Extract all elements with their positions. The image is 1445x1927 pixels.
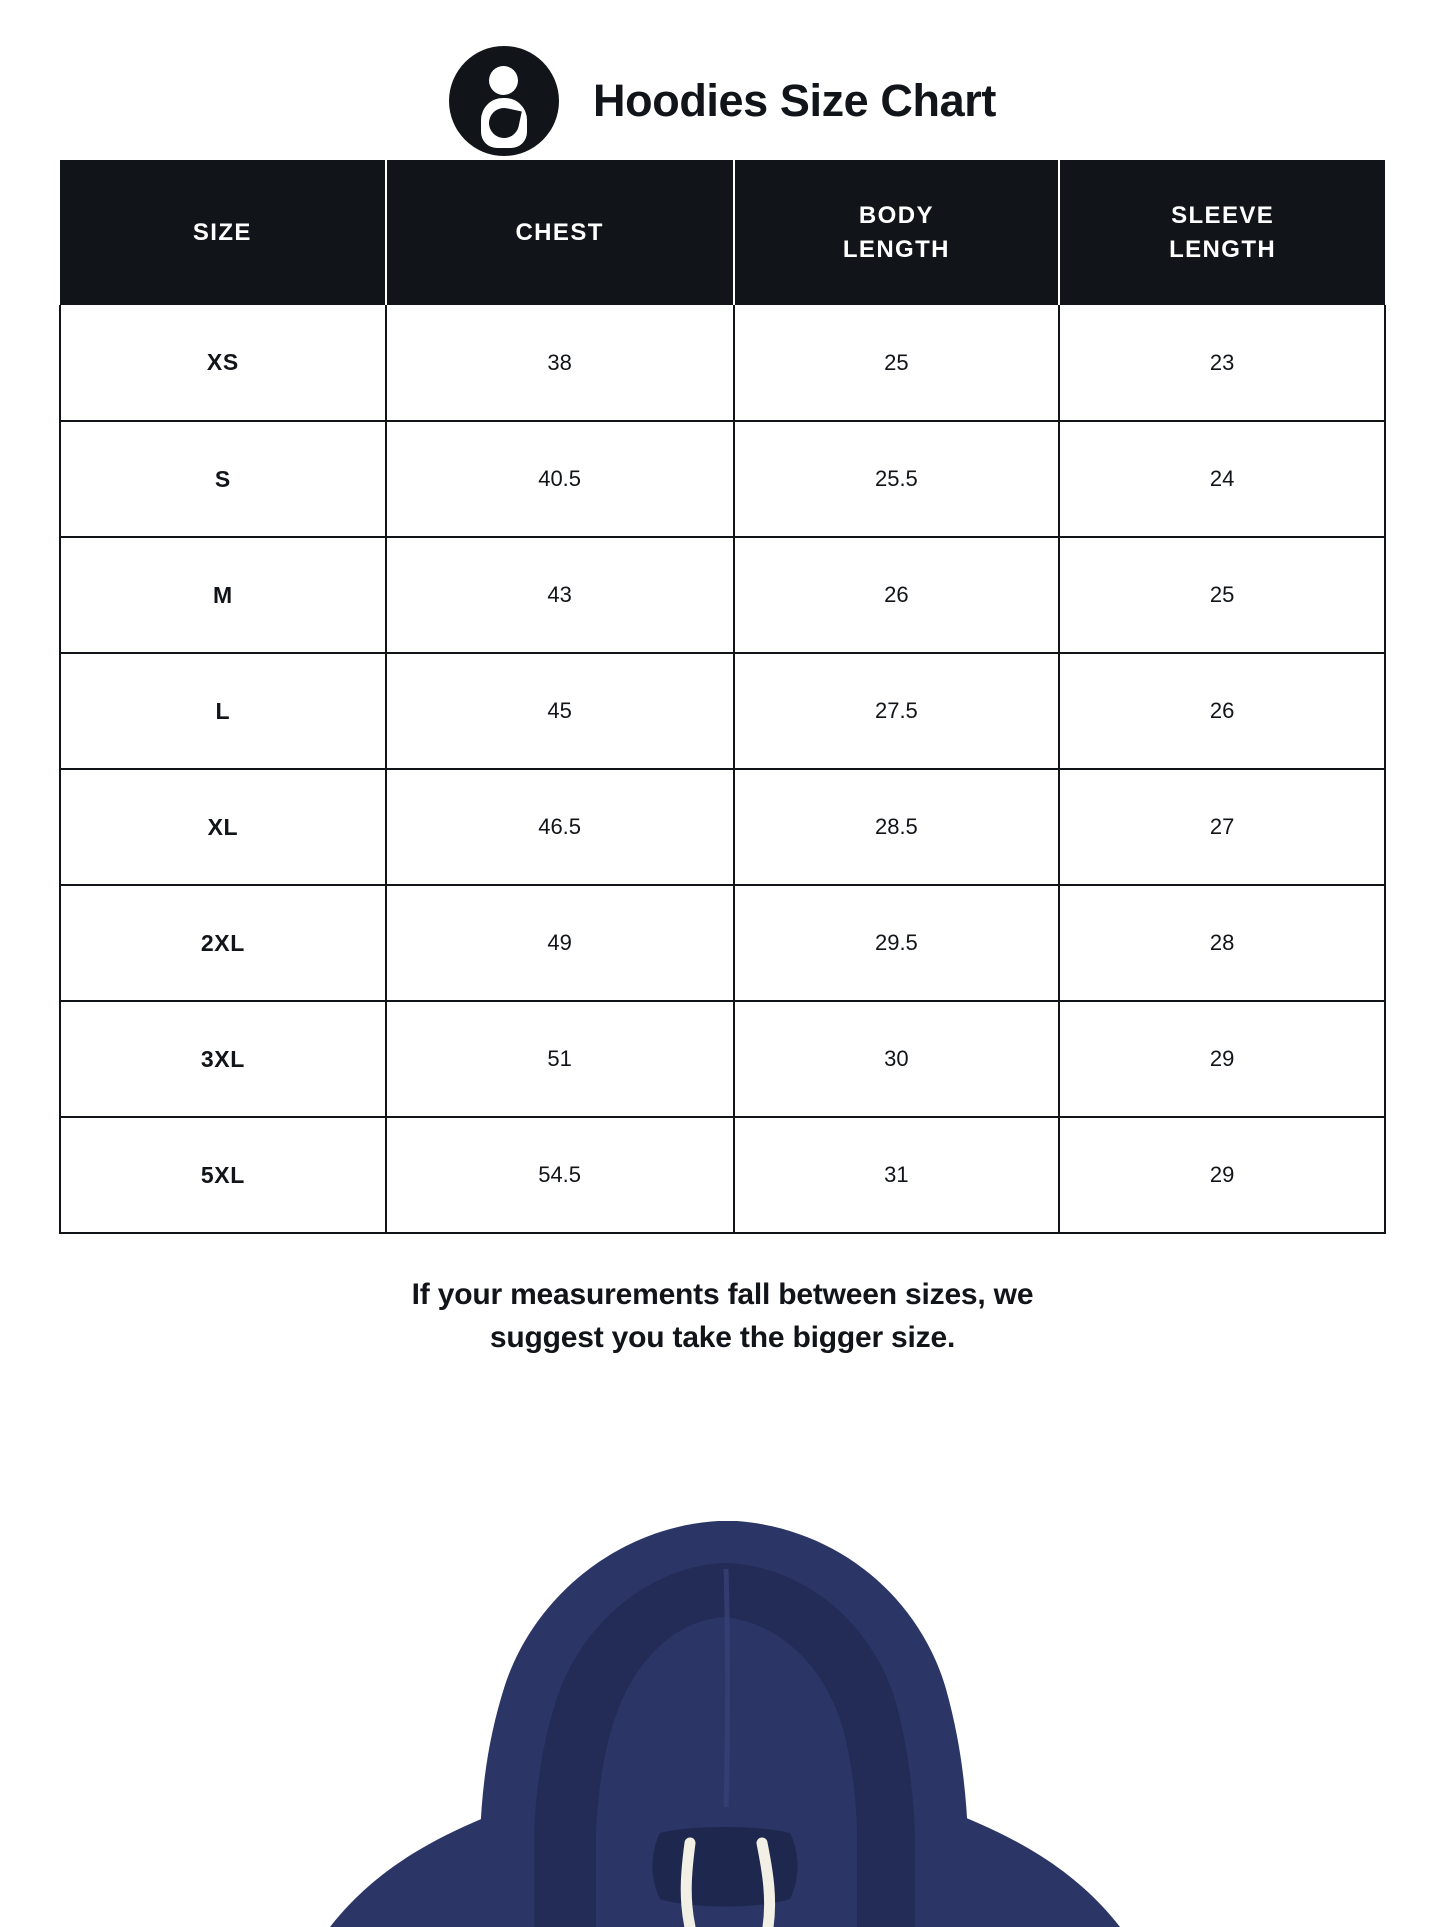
sizing-note-line2: suggest you take the bigger size. xyxy=(489,1320,956,1354)
cell-sleeve-length: 29 xyxy=(1059,1117,1385,1233)
cell-body-length: 27.5 xyxy=(734,653,1060,769)
column-header-body-length xyxy=(734,160,1060,305)
table-row xyxy=(60,537,1385,653)
cell-chest: 54.5 xyxy=(386,1117,734,1233)
cell-body-length: 25 xyxy=(734,305,1060,421)
column-header-chest xyxy=(386,160,734,305)
column-header-sleeve-length xyxy=(1059,160,1385,305)
column-header-sleeve-length-line1: SLEEVE xyxy=(1171,202,1275,230)
cell-chest: 49 xyxy=(386,885,734,1001)
cell-sleeve-length: 26 xyxy=(1059,653,1385,769)
hoodie-illustration xyxy=(0,1507,1445,1927)
column-header-body-length-line1: BODY xyxy=(858,202,934,230)
table-row xyxy=(60,421,1385,537)
size-table-wrapper xyxy=(59,160,1386,1234)
cell-body-length: 31 xyxy=(734,1117,1060,1233)
cell-body-length: 29.5 xyxy=(734,885,1060,1001)
column-header-chest-line1: CHEST xyxy=(515,218,604,246)
mother-and-child-icon xyxy=(449,46,559,156)
cell-sleeve-length: 24 xyxy=(1059,421,1385,537)
cell-body-length: 25.5 xyxy=(734,421,1060,537)
page-title: Hoodies Size Chart xyxy=(593,75,996,126)
cell-sleeve-length: 27 xyxy=(1059,769,1385,885)
page-header xyxy=(0,0,1445,150)
cell-size: 5XL xyxy=(60,1117,386,1233)
cell-chest: 51 xyxy=(386,1001,734,1117)
cell-size: 3XL xyxy=(60,1001,386,1117)
cell-chest: 40.5 xyxy=(386,421,734,537)
cell-body-length: 30 xyxy=(734,1001,1060,1117)
column-header-size xyxy=(60,160,386,305)
size-table xyxy=(59,160,1386,1234)
cell-sleeve-length: 25 xyxy=(1059,537,1385,653)
table-row xyxy=(60,1001,1385,1117)
cell-size: S xyxy=(60,421,386,537)
cell-sleeve-length: 23 xyxy=(1059,305,1385,421)
cell-body-length: 28.5 xyxy=(734,769,1060,885)
column-header-sleeve-length-line2: LENGTH xyxy=(1169,235,1277,263)
brand-logo xyxy=(449,46,559,156)
cell-sleeve-length: 28 xyxy=(1059,885,1385,1001)
column-header-body-length-line2: LENGTH xyxy=(842,235,950,263)
cell-size: 2XL xyxy=(60,885,386,1001)
cell-chest: 38 xyxy=(386,305,734,421)
cell-body-length: 26 xyxy=(734,537,1060,653)
table-header-row xyxy=(60,160,1385,305)
cell-size: XS xyxy=(60,305,386,421)
cell-chest: 43 xyxy=(386,537,734,653)
table-row xyxy=(60,885,1385,1001)
cell-chest: 45 xyxy=(386,653,734,769)
column-header-size-line1: SIZE xyxy=(192,218,252,246)
sizing-note xyxy=(223,1274,1223,1359)
table-row xyxy=(60,653,1385,769)
cell-size: XL xyxy=(60,769,386,885)
sizing-note-line1: If your measurements fall between sizes, we xyxy=(411,1278,1034,1311)
table-row xyxy=(60,1117,1385,1233)
table-row xyxy=(60,305,1385,421)
cell-size: L xyxy=(60,653,386,769)
cell-size: M xyxy=(60,537,386,653)
table-row xyxy=(60,769,1385,885)
cell-chest: 46.5 xyxy=(386,769,734,885)
cell-sleeve-length: 29 xyxy=(1059,1001,1385,1117)
